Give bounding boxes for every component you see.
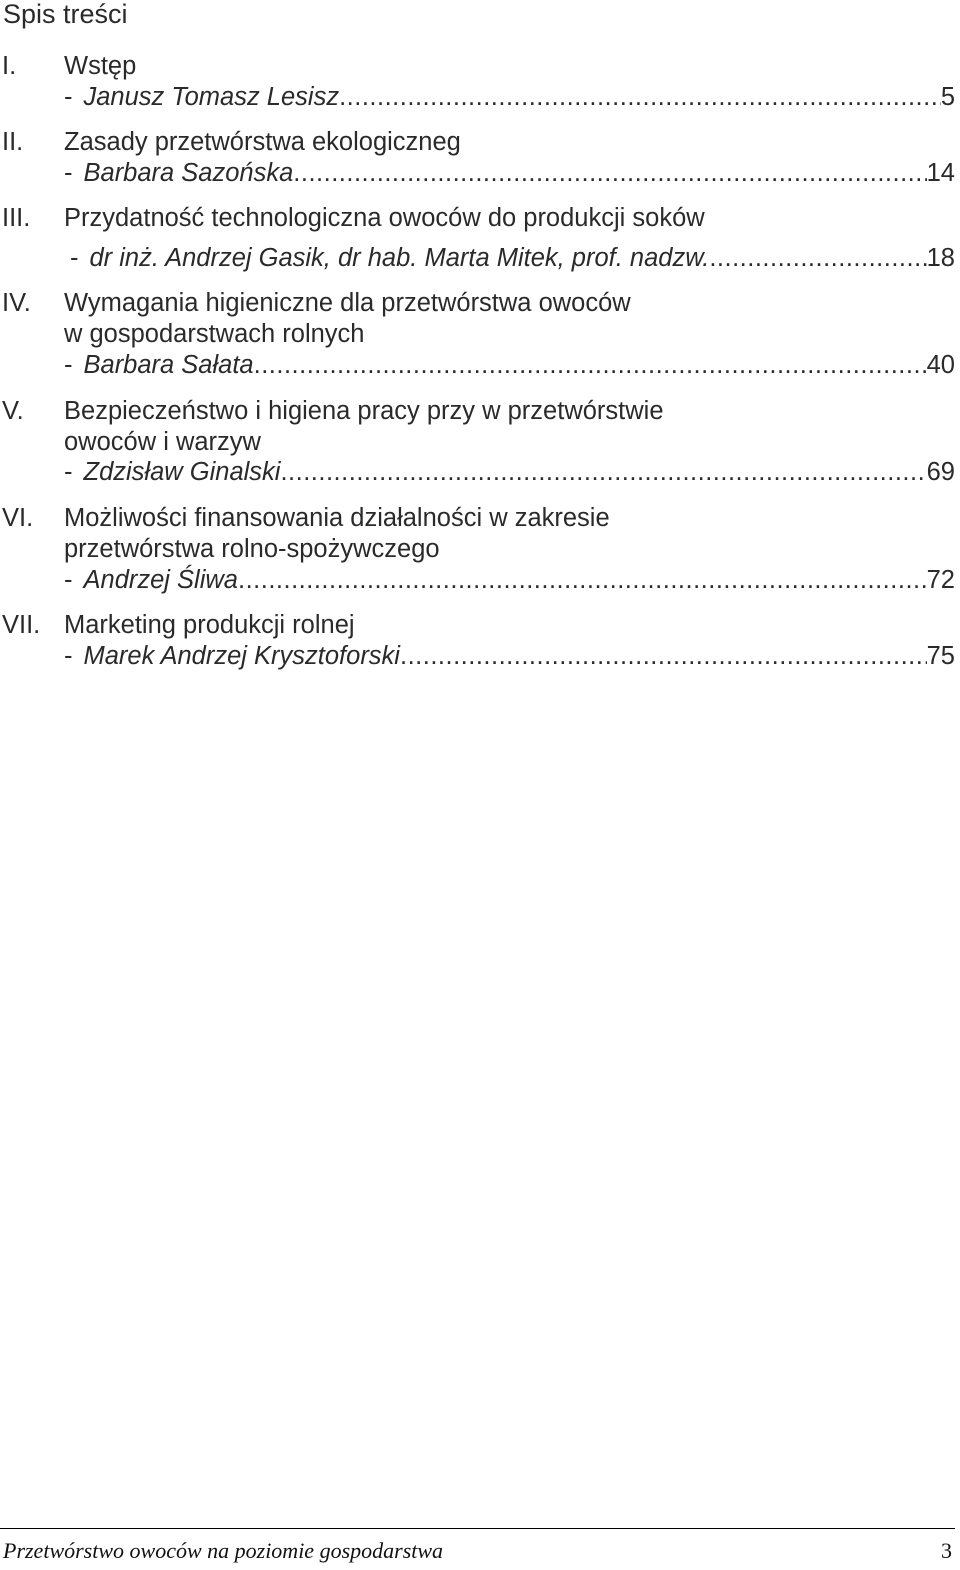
entry-number: I.	[2, 52, 17, 80]
dot-leader	[400, 641, 927, 672]
dash: -	[64, 159, 73, 187]
dash: -	[64, 458, 73, 486]
entry-page: 75	[926, 642, 955, 670]
dash: -	[64, 83, 73, 111]
entry-title-continued: w gospodarstwach rolnych	[64, 320, 365, 348]
entry-title-continued: owoców i warzyw	[64, 428, 261, 456]
entry-title: Zasady przetwórstwa ekologiczneg	[64, 128, 461, 156]
entry-author: Janusz Tomasz Lesisz	[83, 83, 340, 111]
dash: -	[64, 351, 73, 379]
footer-page-number: 3	[941, 1538, 952, 1563]
entry-number: III.	[2, 204, 31, 232]
dash: -	[64, 642, 73, 670]
entry-title: Bezpieczeństwo i higiena pracy przy w przetwórstwie	[64, 397, 664, 425]
entry-title: Przydatność technologiczna owoców do produkcji soków	[64, 204, 705, 232]
entry-author: Barbara Sałata	[83, 351, 254, 379]
entry-page: 69	[926, 458, 955, 486]
entry-page: 18	[926, 244, 955, 272]
entry-author: Marek Andrzej Krysztoforski	[83, 642, 400, 670]
dash: -	[64, 566, 73, 594]
entry-title: Wymagania higieniczne dla przetwórstwa owoców	[64, 289, 631, 317]
entry-author: Andrzej Śliwa	[83, 566, 238, 594]
toc-heading: Spis treści	[3, 0, 128, 29]
entry-number: V.	[2, 397, 24, 425]
entry-title: Możliwości finansowania działalności w zakresie	[64, 504, 610, 532]
entry-author: Zdzisław Ginalski	[83, 458, 281, 486]
entry-author: Barbara Sazońska	[83, 159, 294, 187]
entry-page: 14	[926, 159, 955, 187]
entry-title: Marketing produkcji rolnej	[64, 611, 355, 639]
dot-leader	[709, 243, 926, 274]
entry-author: dr inż. Andrzej Gasik, dr hab. Marta Mitek, prof. nadzw.	[89, 244, 710, 272]
dot-leader	[339, 82, 941, 113]
entry-number: IV.	[2, 289, 31, 317]
entry-number: II.	[2, 128, 24, 156]
dot-leader	[254, 350, 927, 381]
dot-leader	[280, 457, 926, 488]
dash: -	[70, 244, 79, 272]
entry-number: VII.	[2, 611, 41, 639]
entry-page: 40	[926, 351, 955, 379]
entry-page: 72	[926, 566, 955, 594]
entry-title-continued: przetwórstwa rolno-spożywczego	[64, 535, 440, 563]
page-footer	[0, 1528, 955, 1563]
entry-title: Wstęp	[64, 52, 137, 80]
dot-leader	[238, 565, 927, 596]
entry-number: VI.	[2, 504, 34, 532]
dot-leader	[293, 158, 926, 189]
entry-page: 5	[940, 83, 955, 111]
footer-title: Przetwórstwo owoców na poziomie gospodarstwa	[3, 1538, 444, 1563]
